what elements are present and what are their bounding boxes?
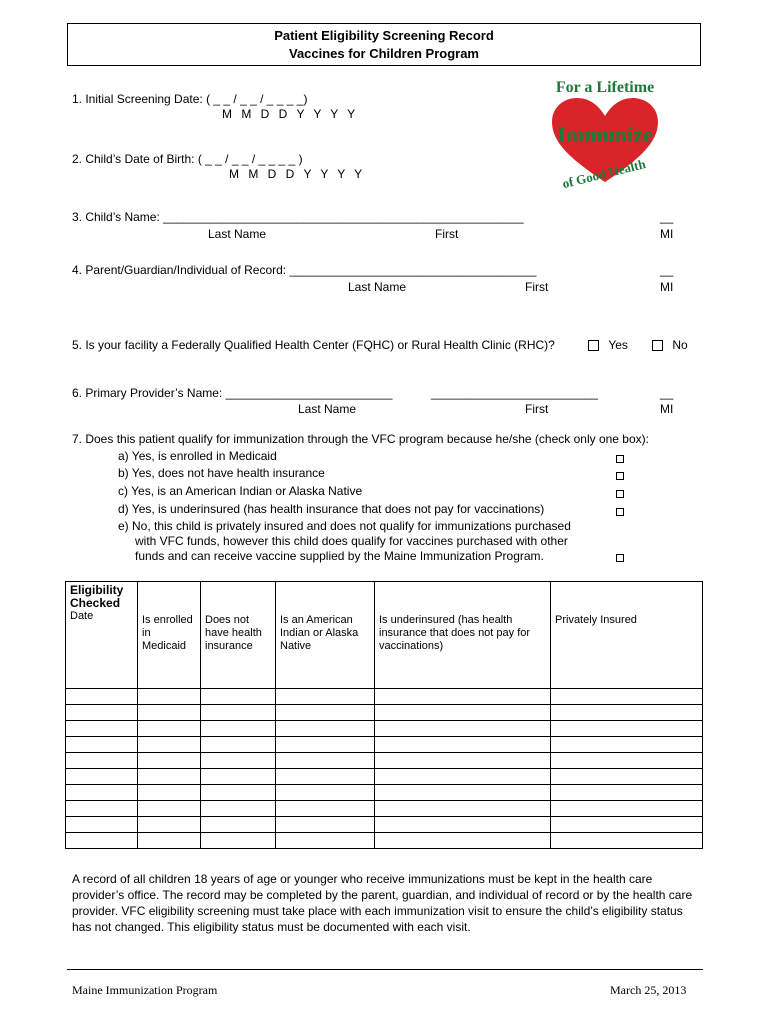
table-row[interactable] [66, 737, 703, 753]
table-row[interactable] [66, 769, 703, 785]
table-row[interactable] [66, 705, 703, 721]
q7-checkbox-a[interactable] [616, 455, 624, 463]
page-title: Patient Eligibility Screening Record [274, 28, 494, 43]
american-indian-column-header: Is an American Indian or Alaska Native [276, 582, 375, 689]
privately-insured-column-header: Privately Insured [551, 582, 703, 689]
q6-mi: MI [660, 402, 674, 416]
table-row[interactable] [66, 689, 703, 705]
table-row[interactable] [66, 833, 703, 849]
q7-option-e: e) No, this child is privately insured and does not qualify for immunizations purchased [118, 519, 571, 533]
yes-label: Yes [608, 338, 628, 352]
q5-yes-option[interactable] [588, 338, 628, 352]
q6-label: 6. Primary Provider’s Name: _________________________ [72, 386, 393, 400]
q4-label: 4. Parent/Guardian/Individual of Record: _____________________________________ [72, 263, 537, 277]
q5-no-option[interactable] [652, 338, 688, 352]
q6-blank2: _________________________ [431, 386, 598, 400]
heart-logo-icon [540, 74, 670, 192]
q7-option-b: b) Yes, does not have health insurance [118, 466, 325, 480]
date-column-header: Date [70, 610, 94, 622]
footer-divider [67, 969, 703, 970]
table-row[interactable] [66, 801, 703, 817]
q3-label: 3. Child’s Name: ______________________________________________________ [72, 210, 524, 224]
immunize-logo [540, 74, 670, 192]
q7-checkbox-e[interactable] [616, 554, 624, 562]
q7-checkbox-c[interactable] [616, 490, 624, 498]
q6-first: First [525, 402, 549, 416]
q3-mi-blank: __ [660, 210, 674, 224]
q4-first: First [525, 280, 549, 294]
title-box [67, 23, 701, 66]
no-insurance-column-header: Does not have health insurance [201, 582, 276, 689]
table-header-row [66, 582, 703, 689]
table-row[interactable] [66, 753, 703, 769]
footer-left: Maine Immunization Program [72, 983, 218, 997]
medicaid-column-header: Is enrolled in Medicaid [138, 582, 201, 689]
underinsured-column-header: Is underinsured (has health insurance that does not pay for vaccinations) [375, 582, 551, 689]
table-row[interactable] [66, 817, 703, 833]
q4-mi-blank: __ [660, 263, 674, 277]
q7-option-a: a) Yes, is enrolled in Medicaid [118, 449, 277, 463]
page-subtitle: Vaccines for Children Program [288, 46, 479, 61]
logo-top-text: For a Lifetime [555, 79, 655, 96]
q6-last-name: Last Name [298, 402, 357, 416]
q1-format: M M D D Y Y Y Y [222, 107, 359, 121]
q7-checkbox-b[interactable] [616, 472, 624, 480]
eligibility-table [65, 581, 703, 849]
q7-option-c: c) Yes, is an American Indian or Alaska Native [118, 484, 363, 498]
yes-checkbox[interactable] [588, 340, 599, 351]
no-label: No [672, 338, 688, 352]
footer-date: March 25, 2013 [610, 983, 687, 997]
q3-mi: MI [660, 227, 674, 241]
q1-label: 1. Initial Screening Date: ( _ _ / _ _ / _ _ _ _) [72, 92, 308, 106]
q7-checkbox-d[interactable] [616, 508, 624, 516]
eligibility-checked-header: Eligibility Checked Date [66, 582, 138, 689]
q4-mi: MI [660, 280, 674, 294]
q2-format: M M D D Y Y Y Y [229, 167, 366, 181]
q7-option-d: d) Yes, is underinsured (has health insurance that does not pay for vaccinations) [118, 502, 545, 516]
q5-label: 5. Is your facility a Federally Qualified Health Center (FQHC) or Rural Health Clinic (RHC)? [72, 338, 555, 352]
no-checkbox[interactable] [652, 340, 663, 351]
logo-bottom-text: of Good Health [560, 156, 648, 192]
q7-option-e-line3: funds and can receive vaccine supplied by the Maine Immunization Program. [135, 549, 544, 563]
q3-last-name: Last Name [208, 227, 267, 241]
q7-option-e-line2: with VFC funds, however this child does qualify for vaccines purchased with other [135, 534, 568, 548]
q3-first: First [435, 227, 459, 241]
q7-label: 7. Does this patient qualify for immunization through the VFC program because he/she (check only one box): [72, 432, 649, 446]
q2-label: 2. Child’s Date of Birth: ( _ _ / _ _ / _ _ _ _ ) [72, 152, 303, 166]
record-keeping-paragraph: A record of all children 18 years of age or younger who receive immunizations must be kept in the health care provider’s office. The record may be completed by the parent, guardian, and individual of record or by the health care provider. VFC eligibility screening must take place with each immunization visit to ensure the child’s eligibility status has not changed. This eligibility status must be documented with each visit. [72, 872, 693, 934]
table-row[interactable] [66, 785, 703, 801]
logo-middle-text: Immunize [557, 122, 653, 147]
table-row[interactable] [66, 721, 703, 737]
q6-mi-blank: __ [660, 386, 674, 400]
q4-last-name: Last Name [348, 280, 407, 294]
